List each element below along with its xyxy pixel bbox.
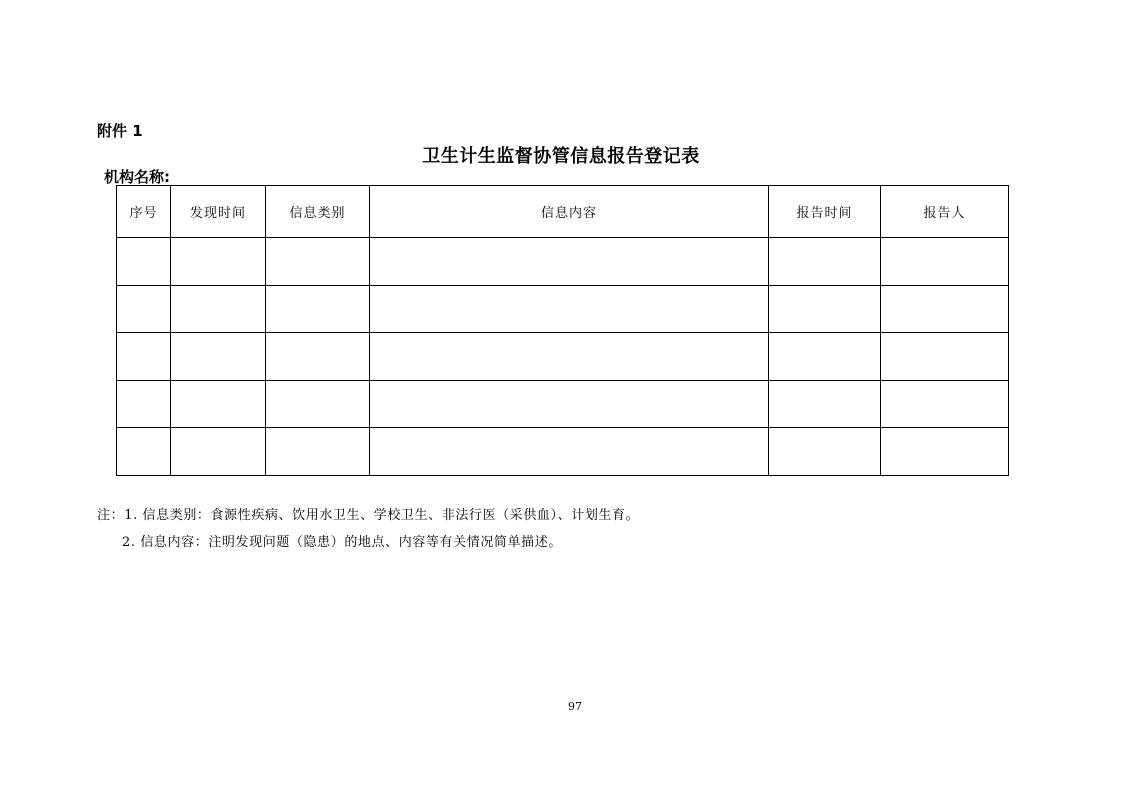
header-discovery-time: 发现时间: [171, 186, 266, 238]
cell-serial-number[interactable]: [117, 428, 171, 476]
cell-info-category[interactable]: [266, 333, 370, 381]
cell-info-category[interactable]: [266, 238, 370, 286]
cell-reporter[interactable]: [881, 380, 1009, 428]
cell-serial-number[interactable]: [117, 380, 171, 428]
cell-info-category[interactable]: [266, 428, 370, 476]
organization-name-label: 机构名称:: [104, 168, 170, 186]
cell-reporter[interactable]: [881, 238, 1009, 286]
header-reporter: 报告人: [881, 186, 1009, 238]
cell-report-time[interactable]: [769, 428, 881, 476]
cell-discovery-time[interactable]: [171, 285, 266, 333]
page-number: 97: [568, 700, 582, 713]
cell-reporter[interactable]: [881, 428, 1009, 476]
cell-info-category[interactable]: [266, 285, 370, 333]
report-register-table: [116, 185, 1009, 476]
cell-discovery-time[interactable]: [171, 428, 266, 476]
table-row: [117, 333, 1009, 381]
header-info-content: 信息内容: [370, 186, 769, 238]
header-info-category: 信息类别: [266, 186, 370, 238]
cell-discovery-time[interactable]: [171, 380, 266, 428]
notes-section: [97, 502, 639, 556]
cell-discovery-time[interactable]: [171, 333, 266, 381]
cell-discovery-time[interactable]: [171, 238, 266, 286]
attachment-label: 附件 1: [97, 122, 143, 140]
form-title: 卫生计生监督协管信息报告登记表: [422, 146, 700, 167]
cell-reporter[interactable]: [881, 285, 1009, 333]
table-row: [117, 380, 1009, 428]
cell-info-category[interactable]: [266, 380, 370, 428]
cell-info-content[interactable]: [370, 380, 769, 428]
cell-report-time[interactable]: [769, 238, 881, 286]
cell-info-content[interactable]: [370, 238, 769, 286]
cell-reporter[interactable]: [881, 333, 1009, 381]
cell-info-content[interactable]: [370, 428, 769, 476]
cell-report-time[interactable]: [769, 285, 881, 333]
cell-info-content[interactable]: [370, 285, 769, 333]
header-report-time: 报告时间: [769, 186, 881, 238]
note-info-content: 2. 信息内容：注明发现问题（隐患）的地点、内容等有关情况简单描述。: [122, 535, 562, 550]
cell-report-time[interactable]: [769, 333, 881, 381]
cell-info-content[interactable]: [370, 333, 769, 381]
table-row: [117, 428, 1009, 476]
table-row: [117, 285, 1009, 333]
table-header-row: [117, 186, 1009, 238]
cell-serial-number[interactable]: [117, 333, 171, 381]
cell-report-time[interactable]: [769, 380, 881, 428]
cell-serial-number[interactable]: [117, 285, 171, 333]
note-info-category: 注：1. 信息类别：食源性疾病、饮用水卫生、学校卫生、非法行医（采供血）、计划生育。: [97, 508, 640, 523]
cell-serial-number[interactable]: [117, 238, 171, 286]
header-serial-number: 序号: [117, 186, 171, 238]
table-row: [117, 238, 1009, 286]
